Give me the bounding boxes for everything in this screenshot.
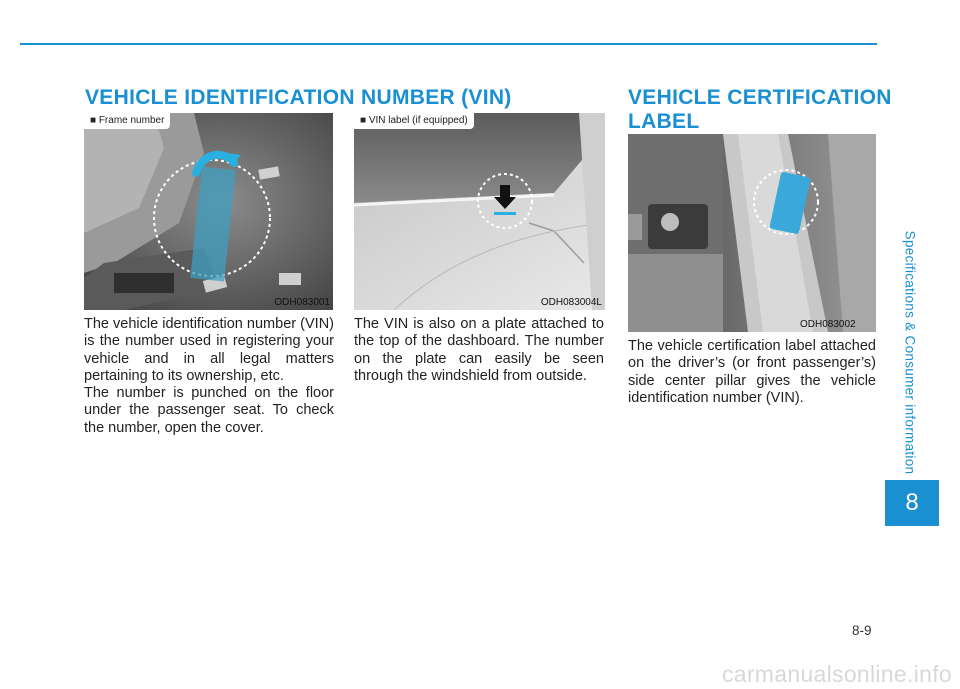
- frame-number-code: ODH083001: [274, 297, 330, 308]
- vin-label-illustration: [354, 113, 605, 310]
- cert-label-illustration: [628, 134, 876, 332]
- cert-heading-line2: LABEL: [628, 110, 700, 133]
- cert-heading-line1: VEHICLE CERTIFICATION: [628, 86, 892, 109]
- frame-number-illustration: [84, 113, 333, 310]
- chapter-tab: 8: [885, 480, 939, 526]
- section-side-label-text: Specifications & Consumer information: [902, 230, 918, 474]
- vin-paragraph-3: The VIN is also on a plate attached to the top of the dashboard. The number on the plate can easily be seen through the windshield from outside.: [354, 316, 604, 384]
- vin-label-photo: [354, 113, 605, 310]
- vin-heading: VEHICLE IDENTIFICATION NUMBER (VIN): [85, 86, 512, 109]
- vin-label-code: ODH083004L: [540, 297, 602, 308]
- vin-paragraph-2: The number is punched on the floor under the passenger seat. To check the number, open the cover.: [84, 385, 334, 436]
- page-number: 8-9: [852, 623, 872, 638]
- section-side-label: [897, 228, 923, 476]
- cert-label-photo: [628, 134, 876, 332]
- watermark: carmanualsonline.info: [721, 661, 952, 687]
- frame-number-tag: ■ Frame number: [84, 113, 170, 129]
- cert-heading: [628, 86, 892, 134]
- cert-paragraph-1: The vehicle certification label attached on the driver’s (or front passenger’s) side center pillar gives the vehicle identification number (VIN).: [628, 338, 876, 406]
- header-rule: [20, 43, 877, 45]
- frame-number-photo: [84, 113, 333, 310]
- vin-paragraph-1: The vehicle identification number (VIN) is the number used in registering your vehicle and in all legal matters pertaining to its ownership, etc.: [84, 316, 334, 384]
- vin-label-tag: ■ VIN label (if equipped): [354, 113, 474, 129]
- cert-label-code: ODH083002: [800, 319, 856, 330]
